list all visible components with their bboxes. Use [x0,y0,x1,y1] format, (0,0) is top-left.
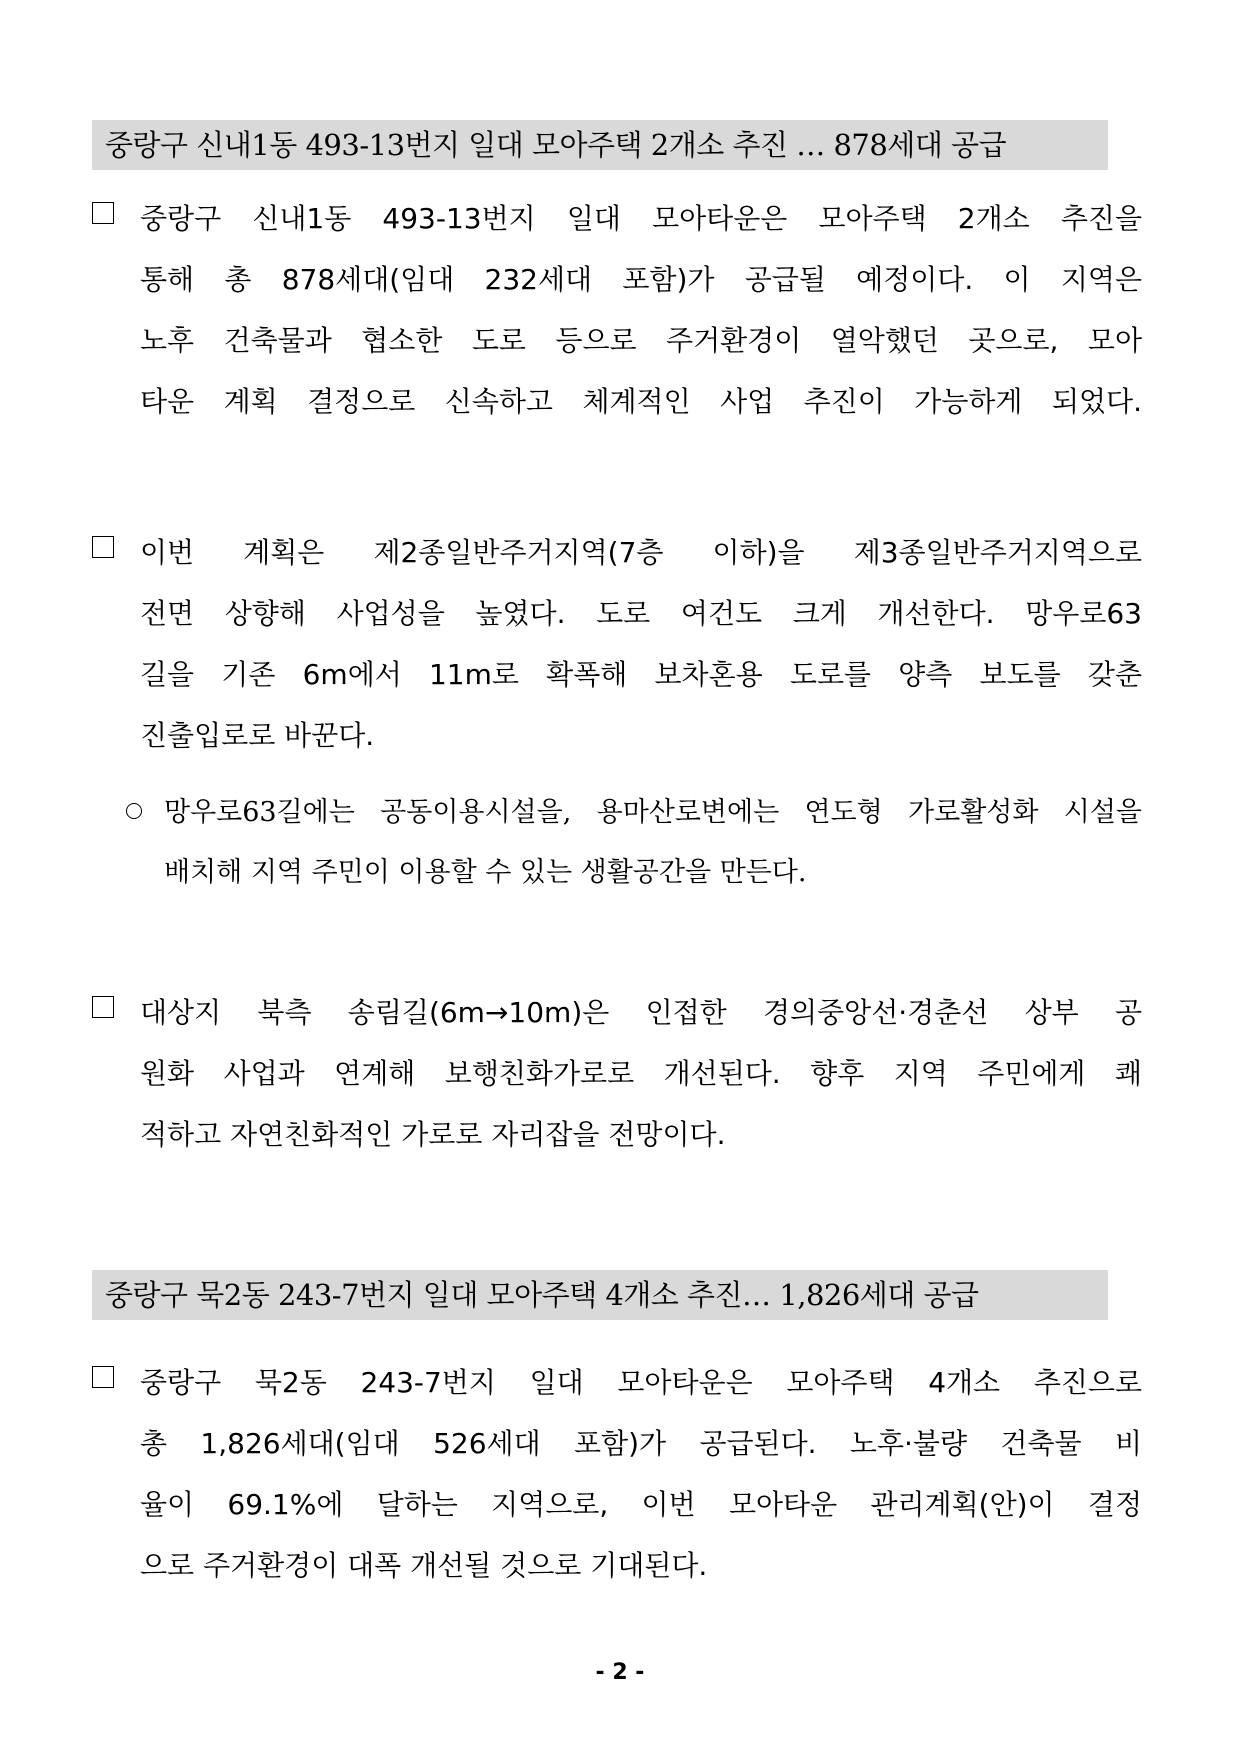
paragraph-line: 이번 계획은 제2종일반주거지역(7층 이하)을 제3종일반주거지역으로 [140,536,1142,569]
circle-bullet-icon [126,803,142,819]
paragraph-line: 노후 건축물과 협소한 도로 등으로 주거환경이 열악했던 곳으로, 모아 [140,324,1142,357]
page-number: - 2 - [595,1660,645,1685]
sub-line: 배치해 지역 주민이 이용할 수 있는 생활공간을 만든다. [164,857,807,888]
paragraph-line: 총 1,826세대(임대 526세대 포함)가 공급된다. 노후·불량 건축물 비 [140,1427,1142,1460]
paragraph-1 [92,188,1152,432]
square-bullet-icon [92,1366,114,1388]
section-heading-text: 중랑구 신내1동 493-13번지 일대 모아주택 2개소 추진 … 878세대 공급 [105,128,1007,162]
section-heading-2 [92,1270,1108,1320]
sub-line: 망우로63길에는 공동이용시설을, 용마산로변에는 연도형 가로활성화 시설을 [164,797,1142,828]
paragraph-line: 적하고 자연친화적인 가로로 자리잡을 전망이다. [140,1118,726,1151]
square-bullet-icon [92,536,114,558]
paragraph-line: 전면 상향해 사업성을 높였다. 도로 여건도 크게 개선한다. 망우로63 [140,597,1142,630]
paragraph-3 [92,982,1152,1165]
paragraph-line: 길을 기존 6m에서 11m로 확폭해 보차혼용 도로를 양측 보도를 갖춘 [140,658,1142,691]
paragraph-line: 으로 주거환경이 대폭 개선될 것으로 기대된다. [140,1549,708,1582]
paragraph-line: 대상지 북측 송림길(6m→10m)은 인접한 경의중앙선·경춘선 상부 공 [140,996,1142,1029]
paragraph-line: 원화 사업과 연계해 보행친화가로로 개선된다. 향후 지역 주민에게 쾌 [140,1057,1142,1090]
sub-item-1 [92,783,1152,903]
paragraph-line: 중랑구 신내1동 493-13번지 일대 모아타운은 모아주택 2개소 추진을 [140,202,1142,235]
paragraph-line: 통해 총 878세대(임대 232세대 포함)가 공급될 예정이다. 이 지역은 [140,263,1142,296]
section-heading-text: 중랑구 묵2동 243-7번지 일대 모아주택 4개소 추진… 1,826세대 공급 [105,1278,979,1312]
paragraph-line: 타운 계획 결정으로 신속하고 체계적인 사업 추진이 가능하게 되었다. [140,385,1142,418]
section-heading-1 [92,120,1108,170]
paragraph-line: 진출입로로 바꾼다. [140,719,375,752]
paragraph-4 [92,1352,1152,1596]
square-bullet-icon [92,996,114,1018]
paragraph-2 [92,522,1152,766]
square-bullet-icon [92,202,114,224]
paragraph-line: 율이 69.1%에 달하는 지역으로, 이번 모아타운 관리계획(안)이 결정 [140,1488,1142,1521]
paragraph-line: 중랑구 묵2동 243-7번지 일대 모아타운은 모아주택 4개소 추진으로 [140,1366,1142,1399]
